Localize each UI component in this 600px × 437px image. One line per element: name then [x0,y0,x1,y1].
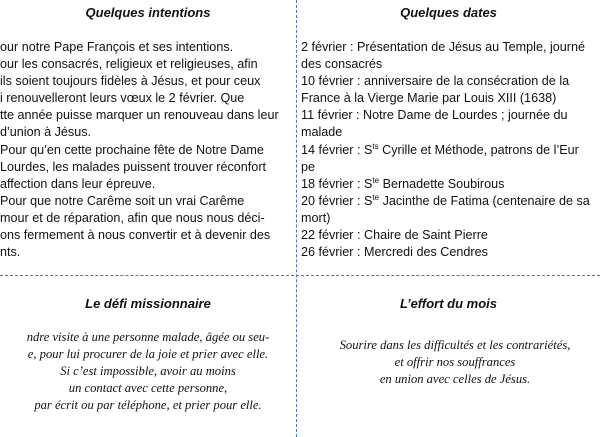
text-line: 10 février : anniversaire de la consécration de la [301,74,570,89]
effort-title: L’effort du mois [399,296,498,311]
text-line: affection dans leur épreuve. [0,176,156,191]
text-line: Pour que notre Carême soit un vrai Carême [0,193,245,208]
text-line: our notre Pape François et ses intentions. [0,40,234,54]
text-line: Pour qu’en cette prochaine fête de Notre Dame [0,142,264,157]
text-line: 18 février : $S^{te}$ Bernadette Soubirous [301,175,505,191]
text-line: nts. [0,245,21,260]
text-line: ons fermement à nous convertir et à devenir des [0,228,271,243]
text-line: 14 février : $S^{ts}$ Cyrille et Méthode, patrons de l’Eur [301,141,579,157]
text-line: i renouvelleront leurs vœux le 2 février. Que [0,91,245,106]
text-line: Si c’est impossible, avoir au moins [60,364,236,379]
effort-text [310,337,600,388]
text-line: 26 février : Mercredi des Cendres [301,245,488,260]
text-line: un contact avec cette personne, [68,381,228,396]
text-line: 11 février : Notre Dame de Lourdes ; journée du [301,108,568,123]
text-line: Lourdes, les malades puissent trouver réconfort [0,159,267,174]
horizontal-divider [0,275,600,276]
defi-title: Le défi missionnaire [85,296,211,311]
intentions-title: Quelques intentions [85,5,211,20]
text-line: par écrit ou par téléphone, et prier pour elle. [34,398,262,413]
text-line: pe [301,159,316,174]
text-line: mort) [301,210,331,225]
text-line: ndre visite à une personne malade, âgée ou seu- [26,330,270,344]
text-line: 2 février : Présentation de Jésus au Temple, journé [301,40,585,54]
text-line: France à la Vierge Marie par Louis XIII (1638) [301,91,557,106]
text-line: e, pour lui procurer de la joie et prier avec elle. [27,347,269,362]
text-line: 22 février : Chaire de Saint Pierre [301,228,488,243]
text-line: ils soient toujours fidèles à Jésus, et pour ceux [0,74,261,89]
text-line: 20 février : $S^{te}$ Jacinthe de Fatima (centenaire de sa [301,192,590,208]
text-line: et offrir nos souffrances [394,355,516,370]
text-line: tte année puisse marquer un renouveau dans leur [0,108,279,123]
vertical-divider [296,0,297,437]
text-line: en union avec celles de Jésus. [379,372,531,387]
text-line: Sourire dans les difficultés et les contrariétés, [339,338,571,352]
dates-title: Quelques dates [400,5,497,20]
defi-text [0,329,296,414]
text-line: malade [301,125,343,140]
text-line: des consacrés [301,57,383,72]
dates-text [301,39,600,261]
intentions-text [0,39,294,261]
text-line: mour et de réparation, afin que nous nous déci- [0,210,265,225]
text-line: our les consacrés, religieux et religieuses, afin [0,57,258,72]
text-line: d’union à Jésus. [0,125,92,140]
